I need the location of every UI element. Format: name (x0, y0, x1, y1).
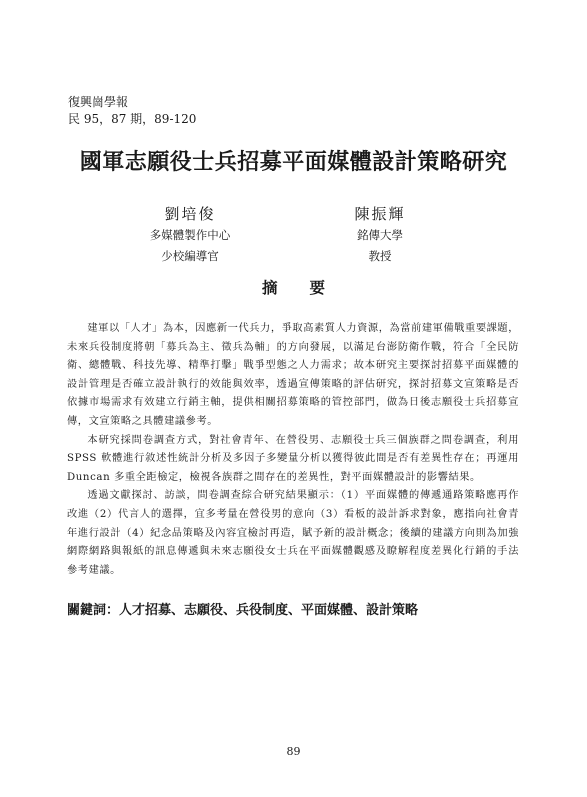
keywords: 關鍵詞：人才招募、志願役、兵役制度、平面媒體、設計策略 (67, 603, 419, 618)
author-1 (100, 203, 280, 267)
author-name: 陳振輝 (354, 205, 406, 223)
author-position: 少校編導官 (161, 249, 219, 263)
abstract-heading: 摘要 (261, 279, 357, 297)
abstract-paragraph-1: 建軍以「人才」為本，因應新一代兵力，爭取高素質人力資源，為當前建軍備戰重要課題，未來兵役制度將朝「募兵為主、徵兵為輔」的方向發展，以滿足台澎防衛作戰，符合「全民防衛、總體戰、科技先導、精準打擊」戰爭型態之人力需求；故本研究主要探討招募平面媒體的設計管理是否確立設計執行的效能與效率，透過宣傳策略的評估研究，探討招募文宣策略是否依據市場需求有效建立行銷主軸，提供相關招募策略的管控部門，做為日後志願役士兵招募宣傳，文宣策略之具體建議參考。 (67, 323, 519, 427)
journal-issue: 民 95，87 期，89-120 (68, 112, 197, 126)
author-position: 教授 (368, 249, 392, 263)
abstract-paragraph-3: 透過文獻探討、訪談，問卷調查綜合研究結果顯示：（1）平面媒體的傳遞通路策略應再作改進（2）代言人的選擇，宜多考量在營役男的意向（3）看板的設計訴求對象，應指向社會青年進行設計（4）紀念品策略及內容宜檢討再造，賦予新的設計概念；後續的建議方向則為加強網際網路與報紙的訊息傳遞與未來志願役女士兵在平面媒體觀感及瞭解程度差異化行銷的手法參考建議。 (67, 490, 519, 576)
author-name: 劉培俊 (164, 205, 216, 223)
author-affiliation: 銘傳大學 (357, 228, 403, 242)
author-affiliation: 多媒體製作中心 (149, 228, 231, 242)
journal-name: 復興崗學報 (68, 95, 129, 109)
page-number: 89 (286, 745, 301, 758)
abstract-body (67, 320, 519, 580)
journal-header (68, 94, 196, 128)
paper-title: 國軍志願役士兵招募平面媒體設計策略研究 (79, 150, 508, 175)
author-2 (290, 203, 470, 267)
abstract-paragraph-2: 本研究採問卷調查方式，對社會青年、在營役男、志願役士兵三個族群之問卷調查，利用 SPSS 軟體進行敘述性統計分析及多因子多變量分析以獲得彼此間是否有差異性存在；再運用 Duncan 多重全距檢定，檢視各族群之間存在的差異性，對平面媒體設計的影響結果。 (67, 434, 519, 483)
